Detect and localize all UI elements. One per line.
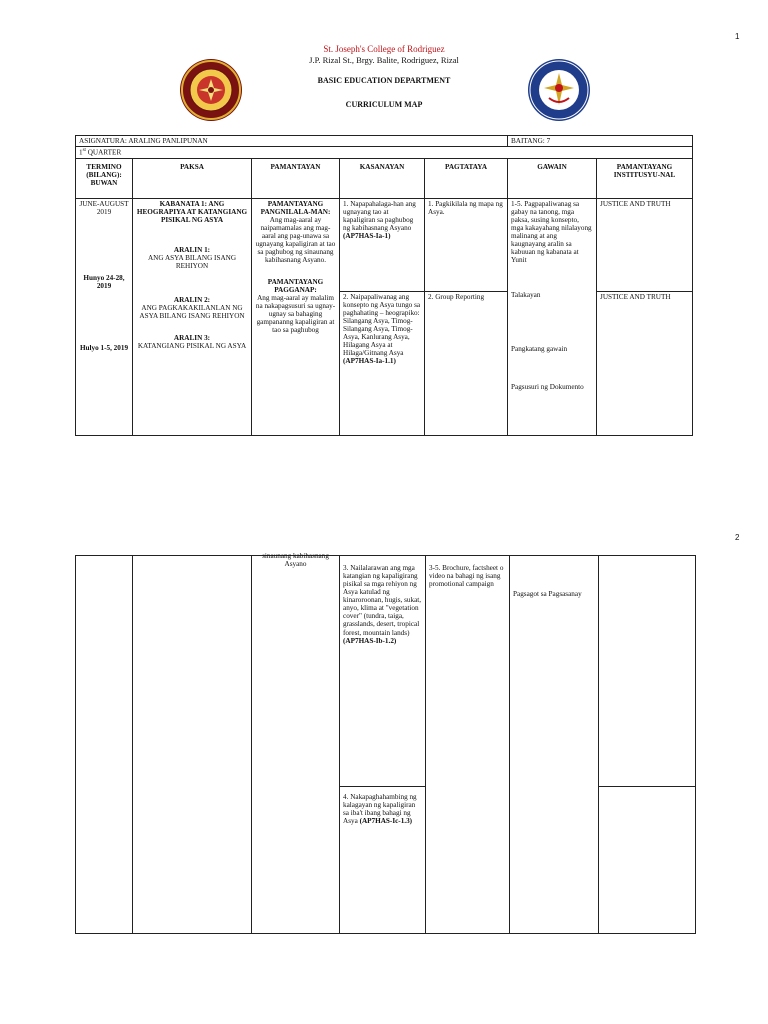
pamantayan-heading-2: PAMANTAYANG PAGGANAP: bbox=[267, 278, 324, 295]
col-header-institusyunal: PAMANTAYANG INSTITUSYU-NAL bbox=[597, 158, 693, 198]
institusyunal-cell-p2 bbox=[599, 556, 696, 934]
termino-week2: Hulyo 1-5, 2019 bbox=[79, 343, 129, 352]
school-name: St. Joseph's College of Rodriguez bbox=[323, 44, 445, 54]
col-header-paksa: PAKSA bbox=[133, 158, 252, 198]
kasanayan-3: 3. Nailalarawan ang mga katangian ng kapaligirang pisikal sa mga rehiyon ng Asya katulad ng kinaroroonan, hugis, sukat, anyo, klima at "vegetation cover" (tundra, taiga, grasslands, desert, tropical forest, mountain lands) bbox=[343, 564, 422, 637]
department-name: BASIC EDUCATION DEPARTMENT bbox=[317, 76, 451, 85]
aralin2-label: ARALIN 2: bbox=[173, 295, 211, 304]
termino-week1: Hunyo 24-28, 2019 bbox=[83, 273, 125, 290]
col-header-pamantayan: PAMANTAYAN bbox=[252, 158, 340, 198]
termino-cell-p2 bbox=[76, 556, 133, 934]
gawain-cell-p2 bbox=[510, 556, 599, 934]
gawain-2: Talakayan bbox=[511, 291, 541, 300]
pamantayan-text-2: Ang mag-aaral ay malalim na nakapagsusuri sa ugnay-ugnay sa bahaging gampananng kapaligiran at tao sa paghubog bbox=[255, 294, 336, 335]
col-header-kasanayan: KASANAYAN bbox=[340, 158, 425, 198]
pamantayan-text-1: Ang mag-aaral ay naipamamalas ang mag-aaral ang pag-unawa sa ugnayang kapaligiran at tao sa paghubog ng sinaunang kabihasnang Asyano. bbox=[255, 215, 336, 264]
termino-cell bbox=[76, 198, 133, 435]
aralin3-label: ARALIN 3: bbox=[173, 334, 211, 343]
col-header-termino: TERMINO (BILANG): BUWAN bbox=[76, 158, 133, 198]
gawain-1: 1-5. Pagpapaliwanag sa gabay na tanong, mga paksa, susing konsepto, mga kakayahang nilalayong malinang at ang kaugnayang aralin sa kabuuan ng kabanata at Yunit bbox=[511, 199, 592, 264]
kasanayan-4-code: (AP7HAS-Ic-1.3) bbox=[359, 817, 413, 826]
pamantayan-cell-p2 bbox=[252, 552, 340, 934]
aralin3-title: KATANGIANG PISIKAL NG ASYA bbox=[137, 342, 247, 351]
kasanayan-2: 2. Naipapaliwanag ang konsepto ng Asya tungo sa paghahating – heograpiko: Silangang Asya, Timog-Silangang Asya, Timog-Asya, Kanlurang Asya, Hilagang Asya at Hilaga/Gitnang Asya bbox=[343, 292, 421, 357]
paksa-cell bbox=[133, 198, 252, 435]
document-header bbox=[0, 44, 768, 109]
kabanata-title: KABANATA 1: ANG HEOGRAPIYA AT KATANGIANG PISIKAL NG ASYA bbox=[136, 199, 248, 224]
pagtataya-1: 1. Pagkikilala ng mapa ng Asya. bbox=[428, 199, 503, 216]
termino-months: JUNE-AUGUST 2019 bbox=[79, 199, 129, 216]
document-title: CURRICULUM MAP bbox=[345, 100, 423, 109]
page-number: 2 bbox=[735, 533, 740, 542]
kasanayan-1: 1. Napapahalaga-han ang ugnayang tao at kapaligiran sa paghubog ng kabihasnang Asyano bbox=[343, 199, 416, 232]
col-header-pagtataya: PAGTATAYA bbox=[425, 158, 508, 198]
aralin1-title: ANG ASYA BILANG ISANG REHIYON bbox=[147, 253, 237, 270]
quarter-cell: 1st QUARTER bbox=[76, 147, 693, 158]
institusyunal-1: JUSTICE AND TRUTH bbox=[600, 199, 671, 208]
gawain-3: Pangkatang gawain bbox=[511, 345, 568, 354]
aralin2-title: ANG PAGKAKAKILANLAN NG ASYA BILANG ISANG REHIYON bbox=[139, 303, 245, 321]
pagtataya-cell bbox=[425, 198, 508, 435]
kasanayan-cell-p2 bbox=[340, 556, 426, 934]
institusyunal-cell bbox=[597, 198, 693, 435]
institusyunal-2: JUSTICE AND TRUTH bbox=[597, 291, 692, 302]
aralin1-label: ARALIN 1: bbox=[173, 245, 211, 254]
pamantayan-heading-1: PAMANTAYANG PANGNILALA-MAN: bbox=[260, 199, 331, 216]
kasanayan-1-code: (AP7HAS-Ia-1) bbox=[343, 231, 391, 240]
curriculum-table-page1 bbox=[75, 135, 693, 436]
subject-cell: ASIGNATURA: ARALING PANLIPUNAN bbox=[76, 136, 508, 147]
pagtataya-3-5: 3-5. Brochure, factsheet o video na bahagi ng isang promotional campaign bbox=[429, 564, 504, 589]
pagtataya-2: 2. Group Reporting bbox=[425, 291, 507, 302]
curriculum-table-page2 bbox=[75, 552, 696, 934]
school-address: J.P. Rizal St., Brgy. Balite, Rodriguez, Rizal bbox=[309, 55, 459, 65]
paksa-cell-p2 bbox=[133, 556, 252, 934]
pagtataya-cell-p2 bbox=[426, 556, 510, 934]
kasanayan-4: 4. Nakapaghahambing ng kalagayan ng kapaligiran sa iba't ibang bahagi ng Asya bbox=[343, 793, 417, 826]
col-header-gawain: GAWAIN bbox=[508, 158, 597, 198]
kasanayan-2-code: (AP7HAS-Ia-1.1) bbox=[343, 357, 396, 366]
gawain-cell bbox=[508, 198, 597, 435]
gawain-p2: Pagsagot sa Pagsasanay bbox=[513, 590, 582, 598]
kasanayan-cell bbox=[340, 198, 425, 435]
page-number: 1 bbox=[735, 32, 740, 41]
pamantayan-cell bbox=[252, 198, 340, 435]
pamantayan-continued: sinaunang kabihasnang Asyano bbox=[262, 552, 329, 569]
kasanayan-3-code: (AP7HAS-Ib-1.2) bbox=[343, 636, 397, 645]
gawain-4: Pagsusuri ng Dokumento bbox=[511, 383, 584, 392]
grade-cell: BAITANG: 7 bbox=[508, 136, 693, 147]
